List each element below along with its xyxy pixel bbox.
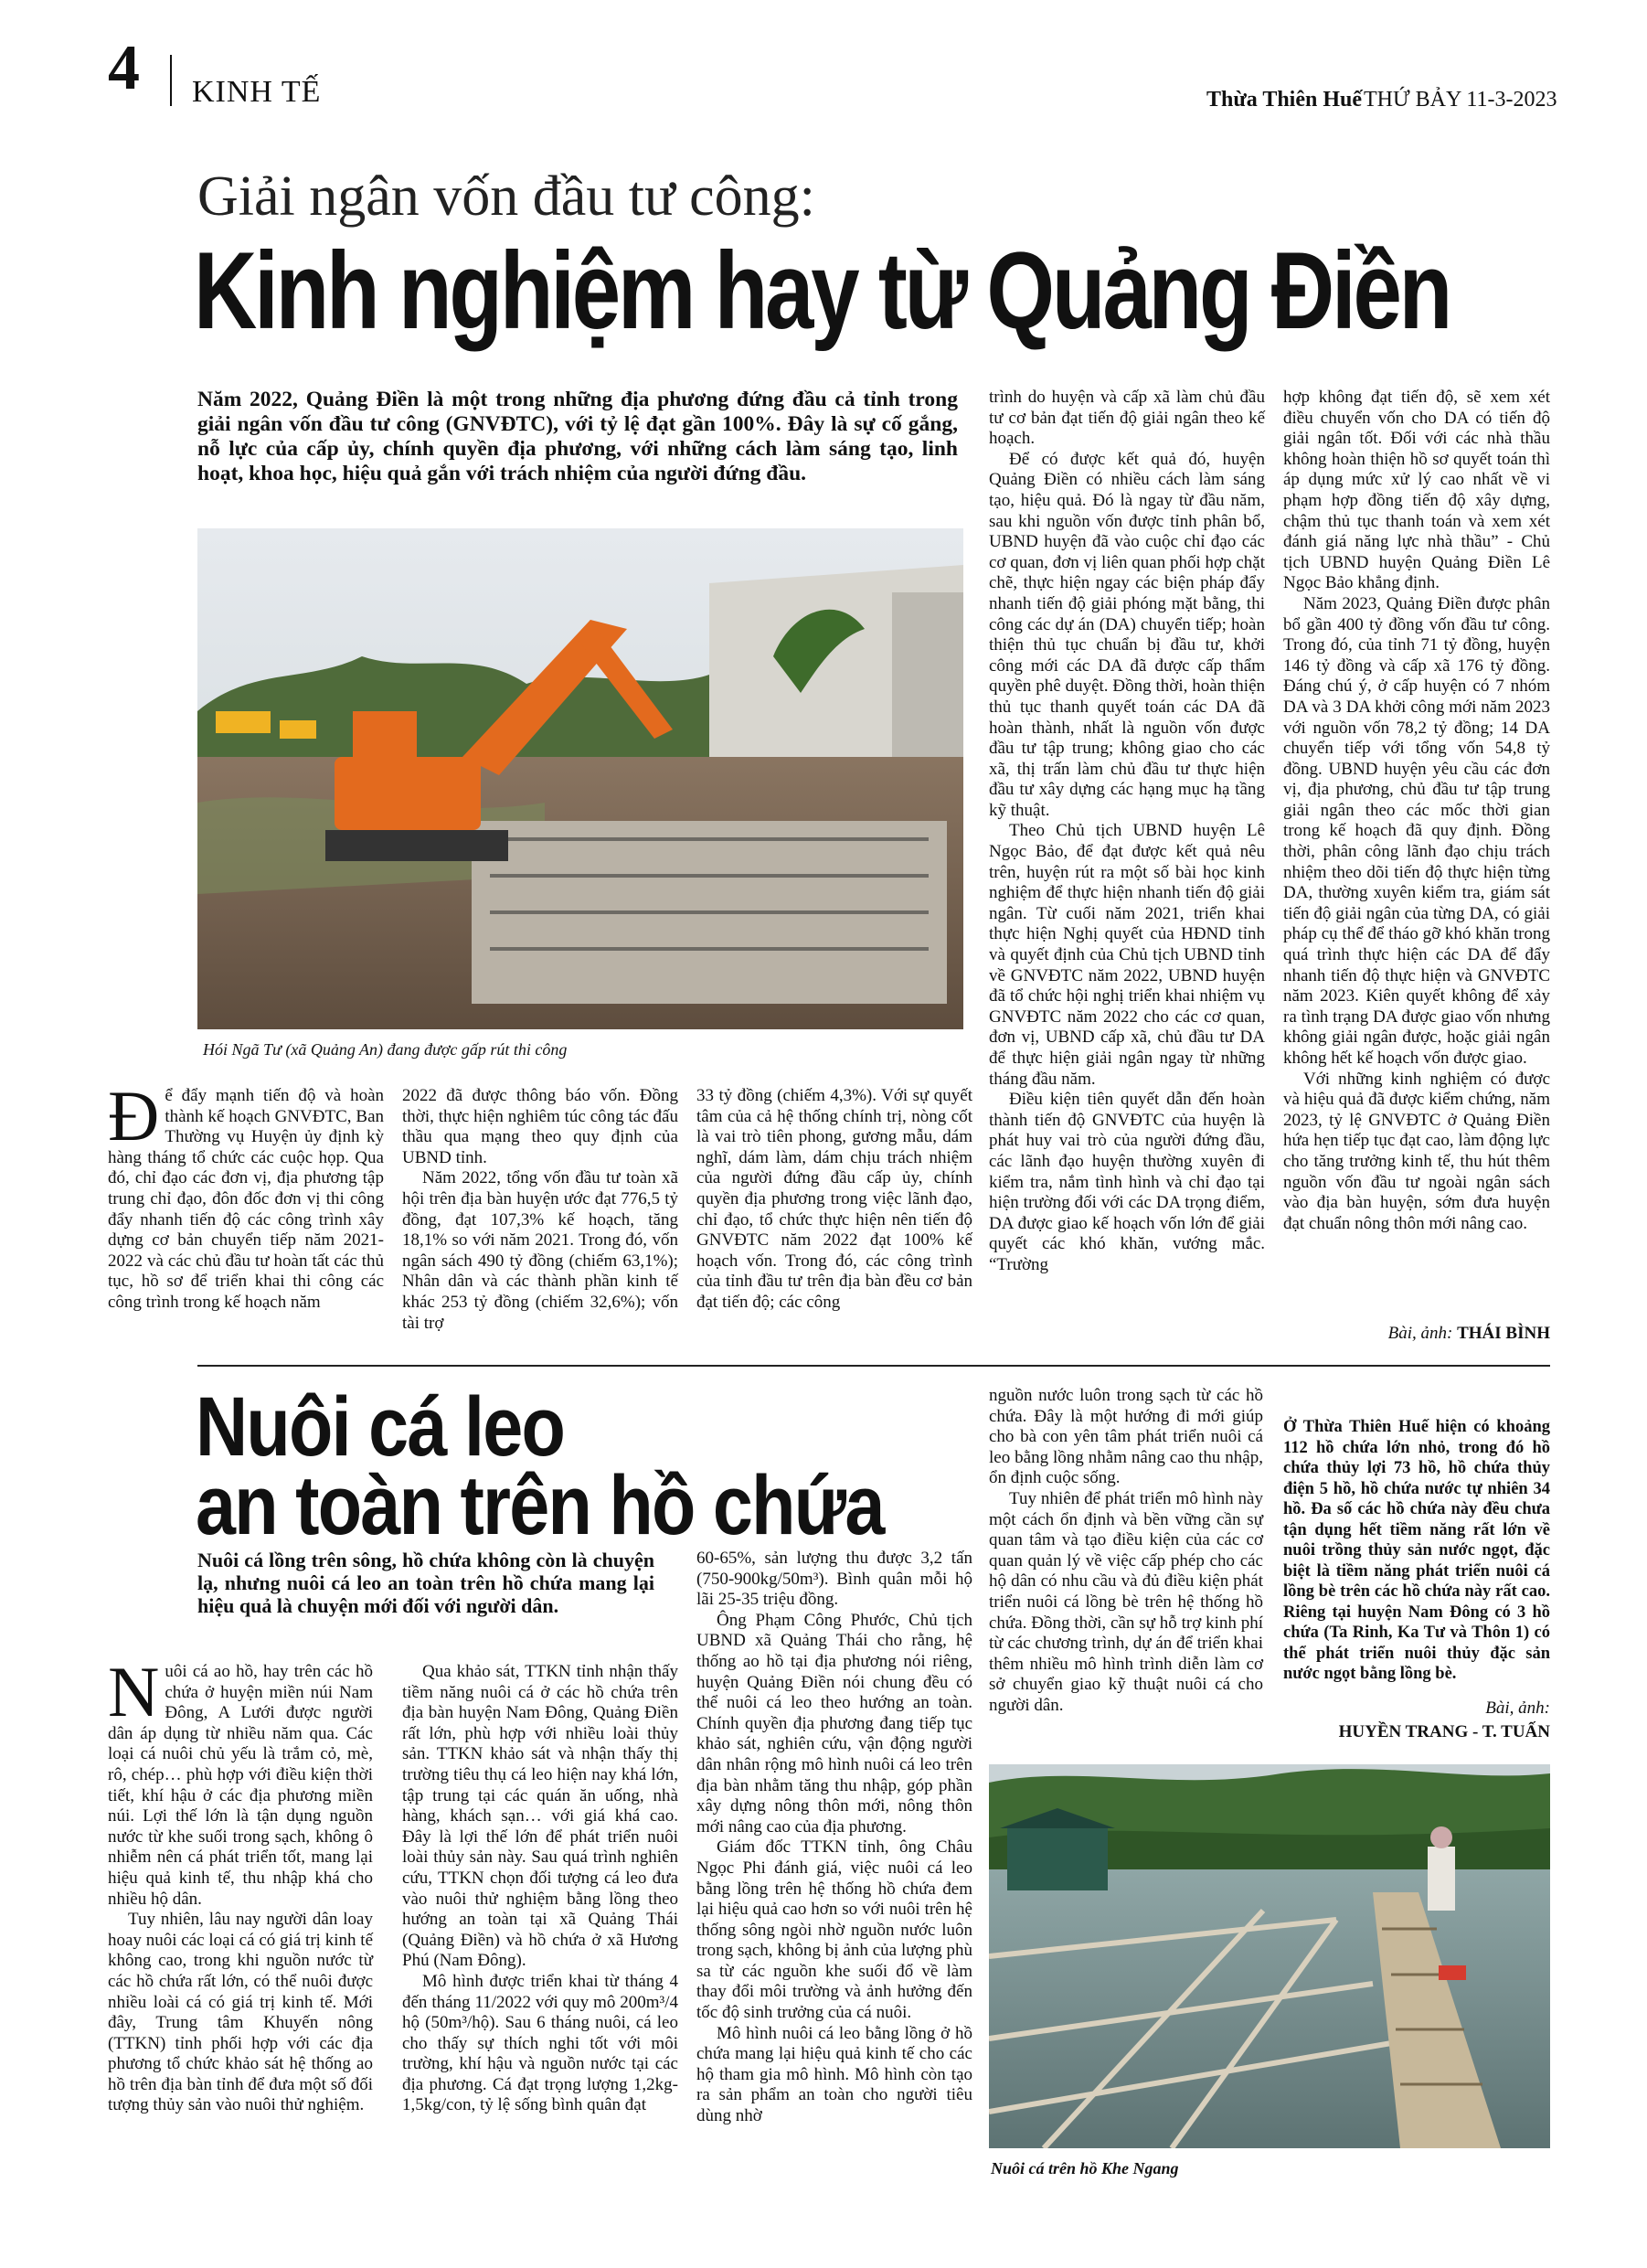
paragraph: Ông Phạm Công Phước, Chủ tịch UBND xã Quảng Thái cho rằng, hệ thống ao hồ tại địa phương nói riêng, huyện Quảng Điền nói chung đều có thể nuôi cá leo theo hướng an toàn. Chính quyền địa phương đang tiếp tục khảo sát, nghiên cứu, vận động người dân nhân rộng mô hình nuôi cá leo trên địa bàn nhằm tăng thu nhập, góp phần xây dựng nông thôn mới, nông thôn mới nâng cao của địa phương. [696, 1610, 972, 1837]
paragraph: Tuy nhiên, lâu nay người dân loay hoay nuôi các loại cá có giá trị kinh tế không cao, trong khi nguồn nước từ các hồ chứa rất lớn, có thể nuôi được nhiều loài cá có giá trị kinh tế. Mới đây, Trung tâm Khuyến nông (TTKN) tỉnh phối hợp với các địa phương tổ chức khảo sát hệ thống ao hồ trên địa bàn tỉnh để đưa một số đối tượng thủy sản vào nuôi thử nghiệm. [108, 1910, 373, 2115]
paragraph: hợp không đạt tiến độ, sẽ xem xét điều chuyển vốn cho DA có tiến độ giải ngân tốt. Đối với các nhà thầu không hoàn thiện hồ sơ quyết toán thì áp dụng mức xử lý cao nhất về vi phạm hợp đồng tiến độ xây dựng, chậm thủ tục thanh toán và xem xét đánh giá năng lực nhà thầu” - Chủ tịch UBND huyện Quảng Điền Lê Ngọc Bảo khẳng định. [1283, 388, 1550, 593]
paragraph: Năm 2022, tổng vốn đầu tư toàn xã hội trên địa bàn huyện ước đạt 776,5 tỷ đồng, đạt 107,3% kế hoạch, tăng 18,1% so với năm 2021. Trong đó, vốn ngân sách 490 tỷ đồng (chiếm 63,1%); Nhân dân và các thành phần kinh tế khác 253 tỷ đồng (chiếm 32,6%); vốn tài trợ [402, 1168, 678, 1333]
paragraph: nguồn nước luôn trong sạch từ các hồ chứa. Đây là một hướng đi mới giúp cho bà con yên tâm phát triển nuôi cá leo bằng lồng nhằm nâng cao thu nhập, ổn định cuộc sống. [989, 1386, 1263, 1488]
article1-kicker: Giải ngân vốn đầu tư công: [197, 165, 815, 228]
paragraph: Điều kiện tiên quyết dẫn đến hoàn thành tiến độ GNVĐTC của huyện là phát huy vai trò của người đứng đầu, các lãnh đạo huyện thường xuyên đi kiểm tra, nắm tình hình và chỉ đạo tại hiện trường đối với các DA trọng điểm, DA được giao kế hoạch vốn lớn để giải quyết các khó khăn, vướng mắc. “Trường [989, 1090, 1265, 1274]
fish-farm-photo-image [989, 1764, 1550, 2148]
paragraph: Với những kinh nghiệm có được và hiệu quả đã được kiểm chứng, năm 2023, tỷ lệ GNVĐTC ở Quảng Điền hứa hẹn tiếp tục đạt cao, làm động lực cho tăng trưởng kinh tế, thu hút thêm nguồn vốn đầu tư ngoài ngân sách vào địa bàn huyện, sớm đưa huyện đạt chuẩn nông thôn mới nâng cao. [1283, 1069, 1550, 1233]
paragraph: 60-65%, sản lượng thu được 3,2 tấn (750-900kg/50m³). Bình quân mỗi hộ lãi 25-35 triệu đồng. [696, 1549, 972, 1610]
article1-column-1 [108, 1076, 384, 1314]
paragraph: Giám đốc TTKN tỉnh, ông Châu Ngọc Phi đánh giá, việc nuôi cá leo bằng lồng trên hệ thống hồ chứa đem lại hiệu quả cao hơn so với nuôi trên hệ thống sông ngòi nhờ nguồn nước luôn trong sạch, không bị ảnh của lượng phù sa từ các nguồn khe suối đổ về làm thay đổi môi trường và ảnh hưởng đến tốc độ sinh trưởng của cá nuôi. [696, 1837, 972, 2023]
article1-byline [1283, 1324, 1550, 1344]
article2-column-2 [402, 1662, 678, 2116]
header-divider [170, 55, 172, 106]
article1-column-2 [402, 1086, 678, 1334]
byline-author: THÁI BÌNH [1457, 1324, 1550, 1343]
article2-column-4 [989, 1386, 1263, 1717]
fish-farm-photo [989, 1764, 1550, 2148]
paragraph: Qua khảo sát, TTKN tỉnh nhận thấy tiềm năng nuôi cá ở các hồ chứa trên địa bàn huyện Nam Đông, Quảng Điền rất lớn, phù hợp với nhiều loài thủy sản. TTKN khảo sát và nhận thấy thị trường tiêu thụ cá leo hiện nay khá lớn, tập trung tại các quán ăn uống, nhà hàng, khách sạn… với giá khá cao. Đây là lợi thế lớn để phát triển nuôi loài thủy sản này. Sau quá trình nghiên cứu, TTKN chọn đối tượng cá leo đưa vào nuôi thử nghiệm bằng lồng theo hướng an toàn tại xã Quảng Thái (Quảng Điền) và hồ chứa ở xã Hương Phú (Nam Đông). [402, 1662, 678, 1971]
article1-col1-text: ể đẩy mạnh tiến độ và hoàn thành kế hoạch GNVĐTC, Ban Thường vụ Huyện ủy định kỳ hàng tháng tổ chức các cuộc họp. Qua đó, chỉ đạo các đơn vị, địa phương tập trung chỉ đạo, đôn đốc đơn vị thi công đẩy nhanh tiến độ các công trình xây dựng cơ bản chuyển tiếp năm 2021-2022 và các chủ đầu tư hoàn tất các thủ tục, hồ sơ để triển khai thi công các công trình trong kế hoạch năm [108, 1086, 384, 1312]
byline-label: Bài, ảnh: [1387, 1324, 1453, 1343]
article1-lead: Năm 2022, Quảng Điền là một trong những địa phương đứng đầu cả tỉnh trong giải ngân vốn đầu tư công (GNVĐTC), với tỷ lệ đạt gần 100%. Đây là sự cố gắng, nỗ lực của cấp ủy, chính quyền địa phương, với những cách làm sáng tạo, linh hoạt, khoa học, hiệu quả gắn với trách nhiệm của người đứng đầu. [197, 388, 958, 485]
page-number: 4 [108, 33, 140, 103]
paragraph: 33 tỷ đồng (chiếm 4,3%). Với sự quyết tâm của cả hệ thống chính trị, nòng cốt là vai trò tiên phong, gương mẫu, dám nghĩ, dám làm, dám chịu trách nhiệm của người đứng đầu cấp ủy, chính quyền địa phương trong việc lãnh đạo, chỉ đạo, tổ chức thực hiện nên tiến độ GNVĐTC năm 2022 đạt 100% kế hoạch vốn. Trong đó, các công trình của tỉnh đầu tư trên địa bàn đều cơ bản đạt tiến độ; các công [696, 1086, 972, 1312]
paragraph: Năm 2023, Quảng Điền được phân bổ gần 400 tỷ đồng vốn đầu tư công. Trong đó, của tỉnh 71 tỷ đồng, huyện 146 tỷ đồng và cấp xã 176 tỷ đồng. Đáng chú ý, ở cấp huyện có 7 nhóm DA và 3 DA khởi công mới năm 2023 với nguồn vốn 78,2 tỷ đồng; 14 DA chuyển tiếp với tổng vốn 54,8 tỷ đồng. UBND huyện yêu cầu các đơn vị, địa phương, chủ đầu tư tập trung giải ngân theo các mốc thời gian trong kế hoạch đã quy định. Đồng thời, phân công lãnh đạo chịu trách nhiệm theo dõi tiến độ thực hiện từng DA, thường xuyên kiểm tra, giám sát tiến độ giải ngân của từng DA, có giải pháp cụ thể để tháo gỡ khó khăn trong quá trình thực hiện các DA để đẩy nhanh tiến độ thực hiện và GNVĐTC năm 2023. Kiên quyết không để xảy ra tình trạng DA được giao vốn nhưng không giải ngân được, hoặc giải ngân không hết kế hoạch vốn được giao. [1283, 593, 1550, 1068]
paragraph: Để có được kết quả đó, huyện Quảng Điền có nhiều cách làm sáng tạo, hiệu quả. Đó là ngay từ đầu năm, sau khi nguồn vốn được tỉnh phân bổ, UBND huyện đã vào cuộc chỉ đạo các cơ quan, đơn vị liên quan phối hợp chặt chẽ, thực hiện ngay các biện pháp đẩy nhanh tiến độ giải phóng mặt bằng, thi công các dự án (DA) chuyển tiếp; hoàn thiện thủ tục chuẩn bị đầu tư, khởi công mới các DA đã được cấp thẩm quyền phê duyệt. Đồng thời, hoàn thiện thủ tục thanh quyết toán các DA đã hoàn thành, nhất là nguồn vốn được đầu tư tập trung; không giao cho các xã, thị trấn làm chủ đầu tư thực hiện đầu tư xây dựng các hạng mục hạ tầng kỹ thuật. [989, 449, 1265, 820]
article2-column-1 [108, 1652, 373, 2116]
article1-column-5 [1283, 388, 1550, 1234]
article1-column-4 [989, 388, 1265, 1276]
article2-byline [1283, 1697, 1550, 1744]
construction-photo-image [197, 528, 963, 1029]
article1-photo-caption: Hói Ngã Tư (xã Quảng An) đang được gấp rút thi công [203, 1040, 568, 1059]
article2-col1-text: uôi cá ao hồ, hay trên các hồ chứa ở huyện miền núi Nam Đông, A Lưới được người dân áp dụng từ nhiều năm qua. Các loại cá nuôi chủ yếu là trắm cỏ, mè, rô, chép… phù hợp với điều kiện thời tiết, khí hậu ở các địa phương miền núi. Lợi thế lớn là tận dụng nguồn nước từ khe suối trong sạch, không ô nhiễm nên cá phát triển tốt, mang lại hiệu quả kinh tế, thu nhập khá cho nhiều hộ dân. [108, 1662, 373, 1909]
article2-title [196, 1380, 884, 1552]
paragraph: Mô hình được triển khai từ tháng 4 đến tháng 11/2022 với quy mô 200m³/4 hộ (50m³/hộ). Sau 6 tháng nuôi, cá leo cho thấy sự thích nghi tốt với môi trường, khí hậu và nguồn nước tại các địa phương. Cá đạt trọng lượng 1,2kg-1,5kg/con, tỷ lệ sống bình quân đạt [402, 1971, 678, 2115]
paragraph: Theo Chủ tịch UBND huyện Lê Ngọc Bảo, để đạt được kết quả nêu trên, huyện rút ra một số bài học kinh nghiệm để thực hiện nhanh tiến độ giải ngân. Từ cuối năm 2021, triển khai thực hiện Nghị quyết của HĐND tỉnh và quyết định của Chủ tịch UBND tỉnh về GNVĐTC năm 2022, UBND huyện đã tổ chức hội nghị triển khai nhiệm vụ GNVĐTC năm 2022 cho các cơ quan, đơn vị, UBND cấp xã, chủ đầu tư DA để thực hiện giải ngân ngay từ những tháng đầu năm. [989, 821, 1265, 1089]
section-name: KINH TẾ [192, 75, 322, 109]
paragraph: 2022 đã được thông báo vốn. Đồng thời, thực hiện nghiêm túc công tác đấu thầu qua mạng theo quy định của UBND tỉnh. [402, 1086, 678, 1167]
article1-column-3 [696, 1086, 972, 1314]
article2-photo-caption: Nuôi cá trên hồ Khe Ngang [991, 2159, 1179, 2177]
article2-title-line2: an toàn trên hồ chứa [196, 1459, 884, 1552]
paragraph: Tuy nhiên để phát triển mô hình này một cách ổn định và bền vững cần sự quan tâm và tạo điều kiện của các cơ quan quản lý về việc cấp phép cho các hộ dân có nhu cầu và đủ điều kiện phát triển nuôi cá lồng bè trên hệ thống hồ chứa. Đồng thời, cần sự hỗ trợ kinh phí từ các chương trình, dự án để triển khai thêm nhiều mô hình trình diễn làm cơ sở chuyển giao kỹ thuật nuôi cá cho người dân. [989, 1488, 1263, 1715]
farmer-figure [1428, 1847, 1455, 1911]
article2-dropcap: N [108, 1652, 160, 1731]
article1-dropcap: Đ [108, 1076, 160, 1155]
article-divider [197, 1365, 1550, 1367]
article2-title-line1: Nuôi cá leo [196, 1380, 565, 1474]
construction-photo [197, 528, 963, 1029]
byline-label: Bài, ảnh: [1485, 1698, 1550, 1718]
article1-title: Kinh nghiệm hay từ Quảng Điền [194, 229, 1450, 352]
paragraph: trình do huyện và cấp xã làm chủ đầu tư cơ bản đạt tiến độ giải ngân theo kế hoạch. [989, 388, 1265, 449]
paragraph: Mô hình nuôi cá leo bằng lồng ở hồ chứa mang lại hiệu quả kinh tế cho các hộ tham gia mô hình. Mô hình còn tạo ra sản phẩm an toàn cho người tiêu dùng nhờ [696, 2023, 972, 2126]
article2-column-3 [696, 1549, 972, 2127]
article2-info-box: Ở Thừa Thiên Huế hiện có khoảng 112 hồ chứa lớn nhỏ, trong đó hồ chứa thủy lợi 73 hồ, hồ chứa thủy điện 5 hồ, hồ chứa nước tự nhiên 34 hồ. Đa số các hồ chứa này đều chưa tận dụng hết tiềm năng rất lớn về nuôi trồng thủy sản nước ngọt, đặc biệt là tiềm năng phát triển nuôi cá lồng bè trên các hồ chứa này rất cao. Riêng tại huyện Nam Đông có 3 hồ chứa (Ta Rinh, Ka Tư và Thôn 1) có thể phát triển nuôi thủy đặc sản nước ngọt bằng lồng bè. [1283, 1418, 1550, 1683]
article2-lead: Nuôi cá lồng trên sông, hồ chứa không còn là chuyện lạ, nhưng nuôi cá leo an toàn trên hồ chứa mang lại hiệu quả là chuyện mới đối với người dân. [197, 1549, 654, 1617]
publication-name: Thừa Thiên Huế [1206, 88, 1363, 112]
byline-author: HUYỀN TRANG - T. TUẤN [1338, 1722, 1550, 1741]
issue-date: THỨ BẢY 11-3-2023 [1364, 88, 1557, 112]
